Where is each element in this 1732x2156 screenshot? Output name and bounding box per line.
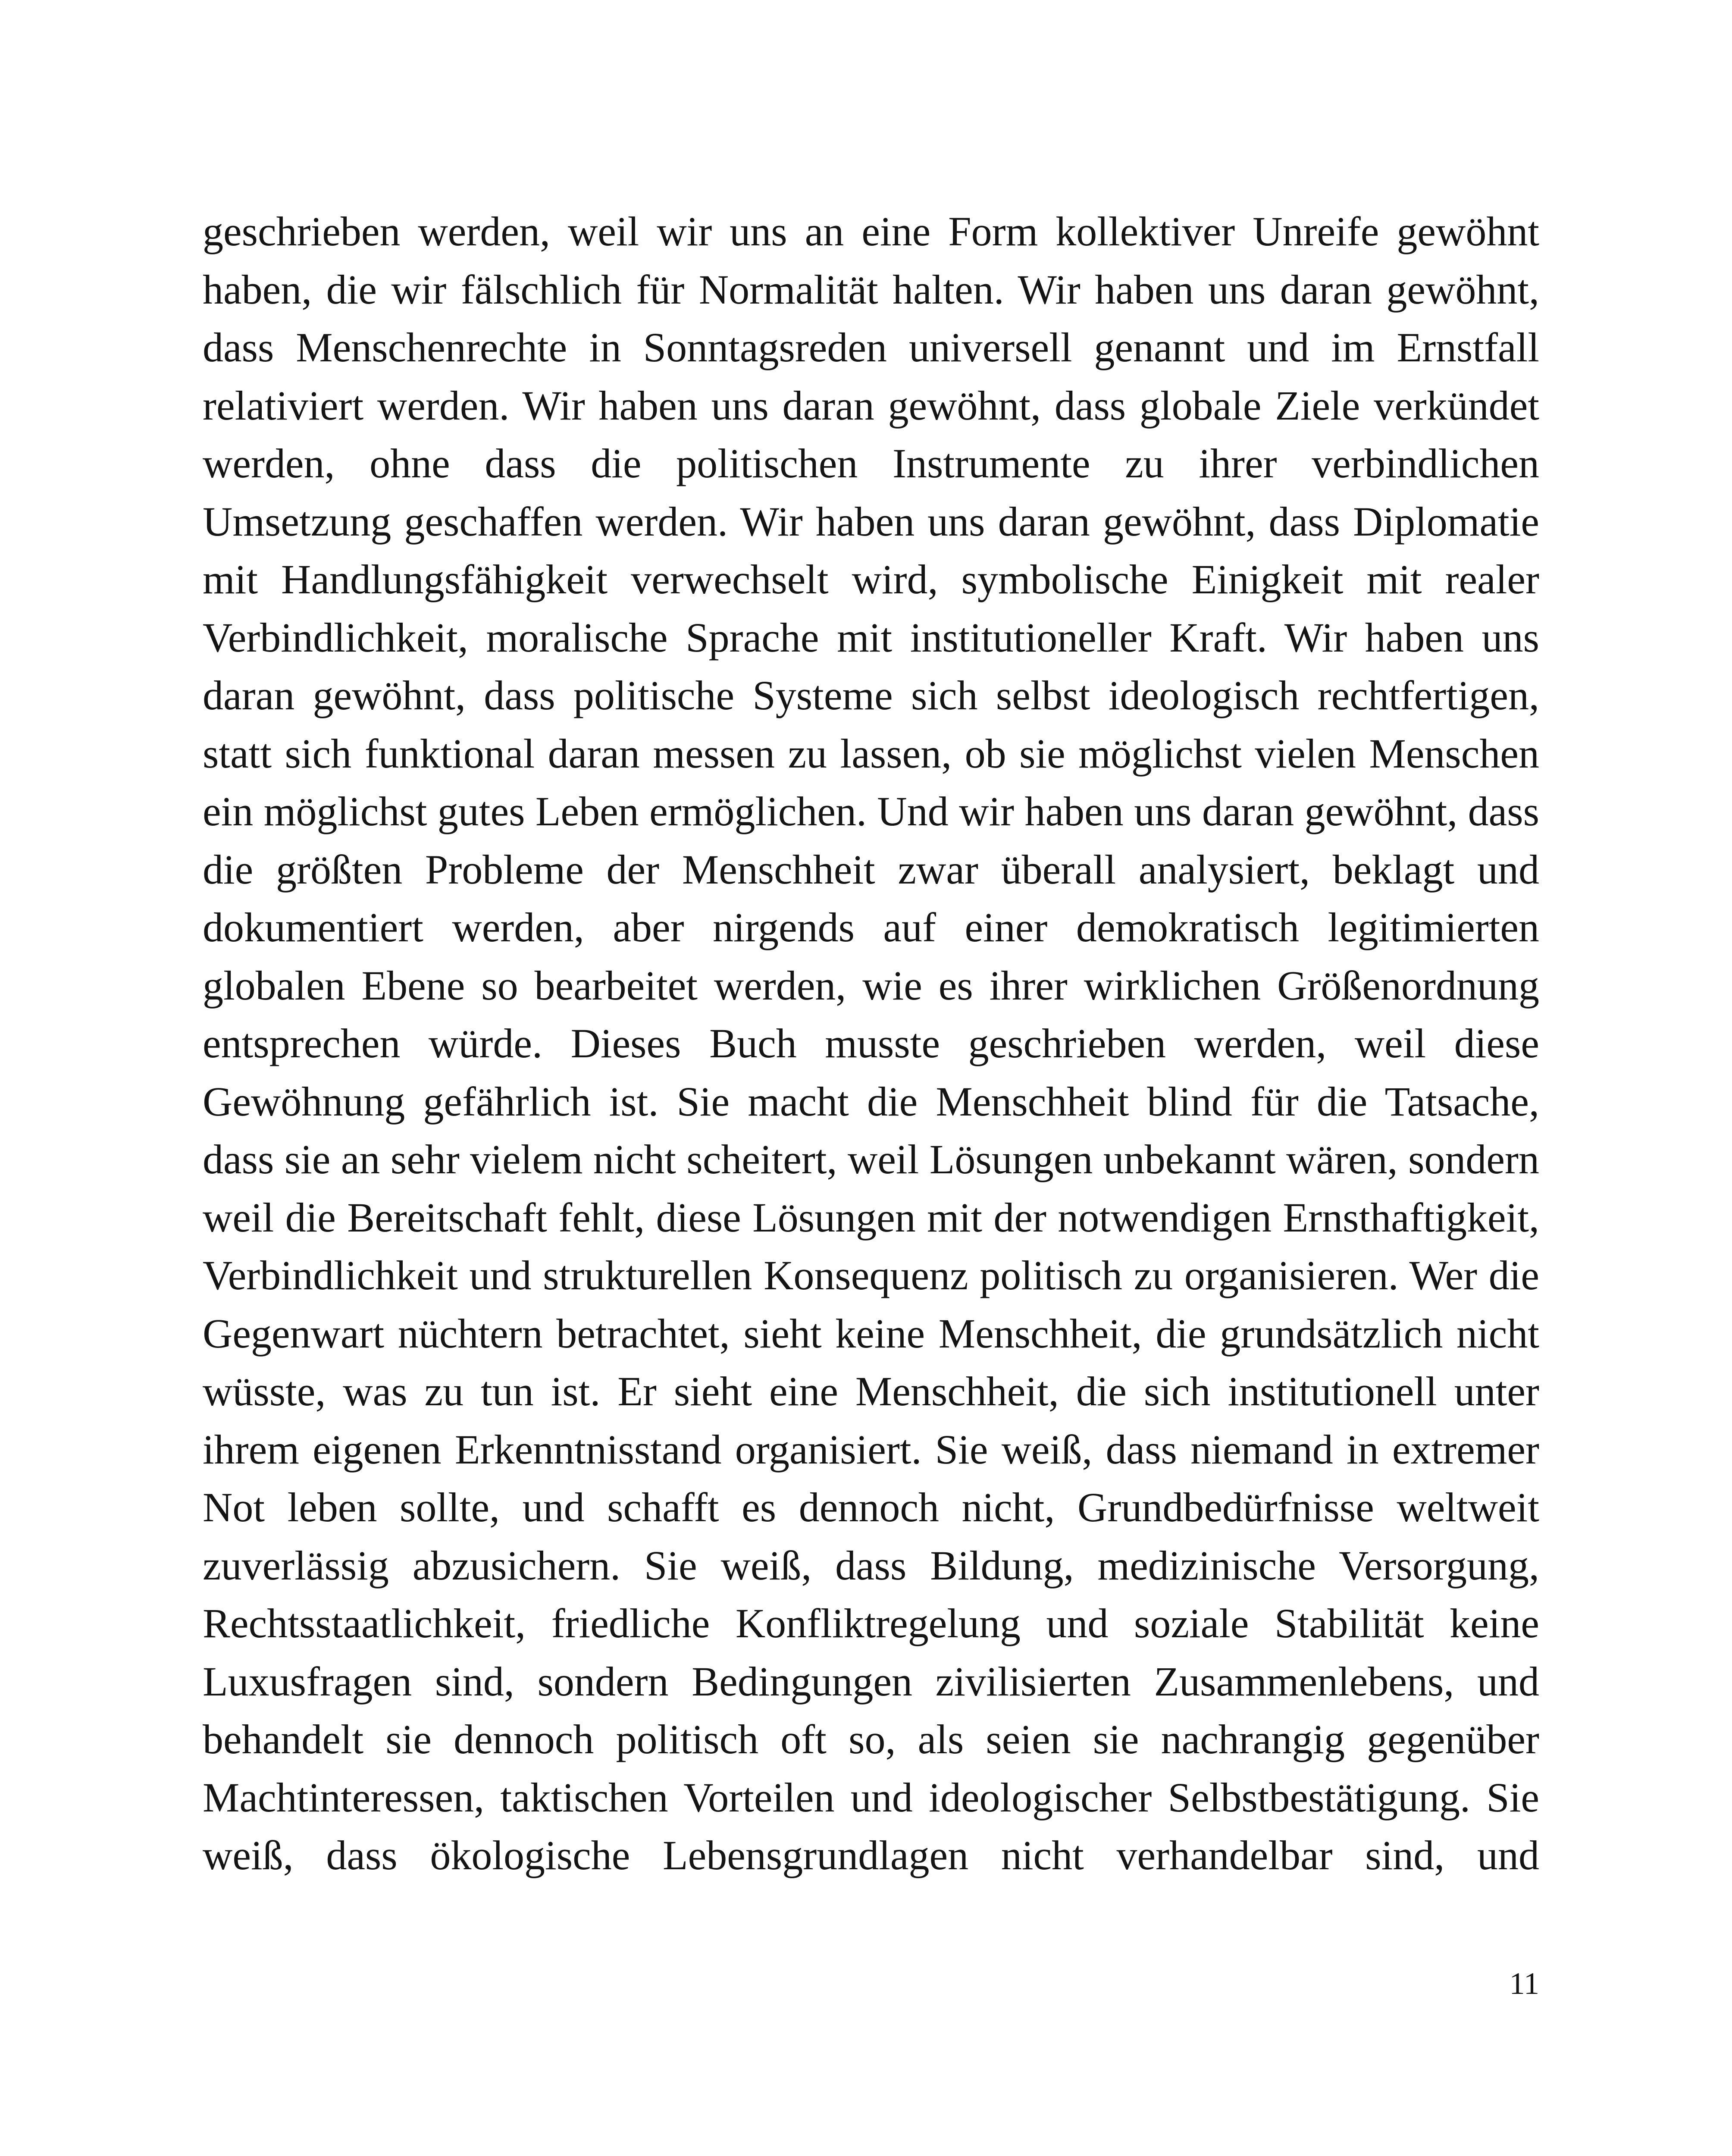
body-paragraph: geschrieben werden, weil wir uns an eine Form kollektiver Unreife gewöhnt haben, die wir fälschlich für Normalität halten. Wir haben uns daran gewöhnt, dass Menschenrechte in Sonntagsreden universell genannt und im Ernstfall relativiert werden. Wir haben uns daran gewöhnt, dass globale Ziele verkündet werden, ohne dass die politischen Instrumente zu ihrer verbindlichen Umsetzung geschaffen werden. Wir haben uns daran gewöhnt, dass Diplomatie mit Handlungsfähigkeit verwechselt wird, symbolische Einigkeit mit realer Verbindlichkeit, moralische Sprache mit institutioneller Kraft. Wir haben uns daran gewöhnt, dass politische Systeme sich selbst ideologisch rechtfertigen, statt sich funktional daran messen zu lassen, ob sie möglichst vielen Menschen ein möglichst gutes Leben ermöglichen. Und wir haben uns daran gewöhnt, dass die größten Probleme der Menschheit zwar überall analysiert, beklagt und dokumentiert werden, aber nirgends auf einer demokratisch legitimierten globalen Ebene so bearbeitet werden, wie es ihrer wirklichen Größenordnung entsprechen würde. Dieses Buch musste geschrieben werden, weil diese Gewöhnung gefährlich ist. Sie macht die Menschheit blind für die Tatsache, dass sie an sehr vielem nicht scheitert, weil Lösungen unbekannt wären, sondern weil die Bereitschaft fehlt, diese Lösungen mit der notwendigen Ernsthaftigkeit, Verbindlichkeit und strukturellen Konsequenz politisch zu organisieren. Wer die Gegenwart nüchtern betrachtet, sieht keine Menschheit, die grundsätzlich nicht wüsste, was zu tun ist. Er sieht eine Menschheit, die sich institutionell unter ihrem eigenen Erkenntnisstand organisiert. Sie weiß, dass niemand in extremer Not leben sollte, und schafft es dennoch nicht, Grundbedürfnisse weltweit zuverlässig abzusichern. Sie weiß, dass Bildung, medizinische Versorgung, Rechtsstaatlichkeit, friedliche Konfliktregelung und soziale Stabilität keine Luxusfragen sind, sondern Bedingungen zivilisierten Zusammenlebens, und behandelt sie dennoch politisch oft so, als seien sie nachrangig gegenüber Machtinteressen, taktischen Vorteilen und ideologischer Selbstbestätigung. Sie weiß, dass ökologische Lebensgrundlagen nicht verhandelbar sind, und [203, 208, 1539, 1878]
page-number: 11 [1509, 1966, 1539, 2001]
